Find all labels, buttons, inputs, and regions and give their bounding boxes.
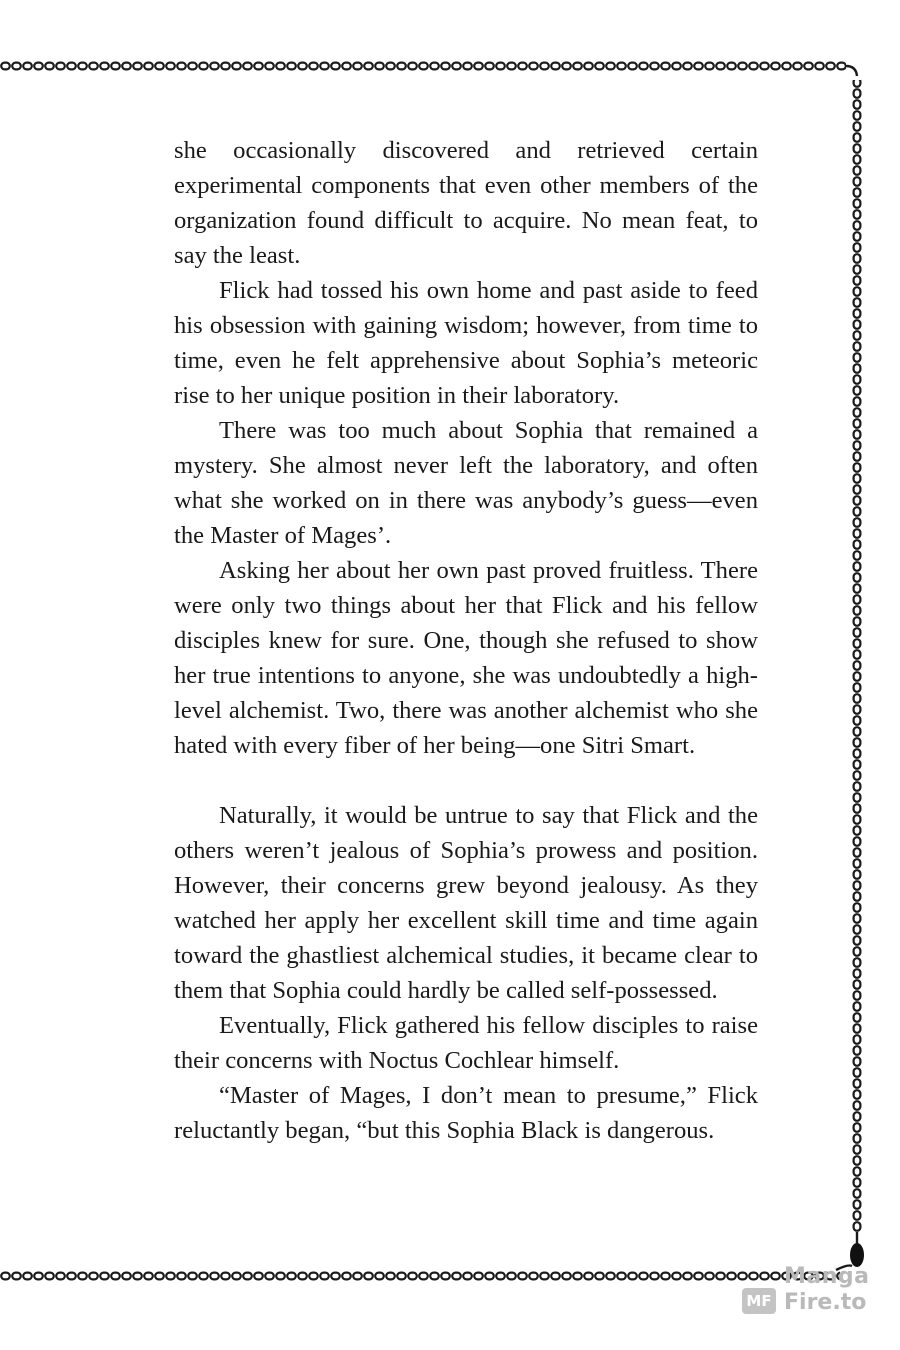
paragraph: she occasionally discovered and retrieved certain experimental components that even other members of the organization found difficult to acquire. No mean feat, to say the least.: [174, 137, 758, 269]
watermark-text-line1: Manga: [784, 1264, 870, 1289]
paragraph: Asking her about her own past proved fruitless. There were only two things about her that Flick and his fellow disciples knew for sure. One, though she refused to show her true intentions to anyone, she was undoubtedly a high-level alchemist. Two, there was another alchemist who she hated with every fiber of her being—one Sitri Smart.: [174, 557, 758, 759]
paragraph: Naturally, it would be untrue to say that Flick and the others weren’t jealous of Sophia’s prowess and position. However, their concerns grew beyond jealousy. As they watched her apply her excellent skill time and time again toward the ghastliest alchemical studies, it became clear to them that Sophia could hardly be called self-possessed.: [174, 802, 758, 1004]
paragraph: “Master of Mages, I don’t mean to presume,” Flick reluctantly began, “but this Sophia Black is dangerous.: [174, 1082, 758, 1144]
paragraph: Flick had tossed his own home and past aside to feed his obsession with gaining wisdom; however, from time to time, even he felt apprehensive about Sophia’s meteoric rise to her unique position in their laboratory.: [174, 277, 758, 409]
watermark-text-line2: Fire.to: [784, 1290, 867, 1315]
watermark-logo-icon: MF: [742, 1288, 776, 1314]
paragraph: Eventually, Flick gathered his fellow disciples to raise their concerns with Noctus Cochlear himself.: [174, 1012, 758, 1074]
bottom-chain: [0, 1270, 840, 1282]
watermark: [740, 1262, 890, 1322]
top-chain: [0, 60, 857, 76]
body-text: [174, 133, 758, 1148]
paragraph: There was too much about Sophia that remained a mystery. She almost never left the laboratory, and often what she worked on in there was anybody’s guess—even the Master of Mages’.: [174, 417, 758, 549]
right-chain: [851, 80, 863, 1232]
